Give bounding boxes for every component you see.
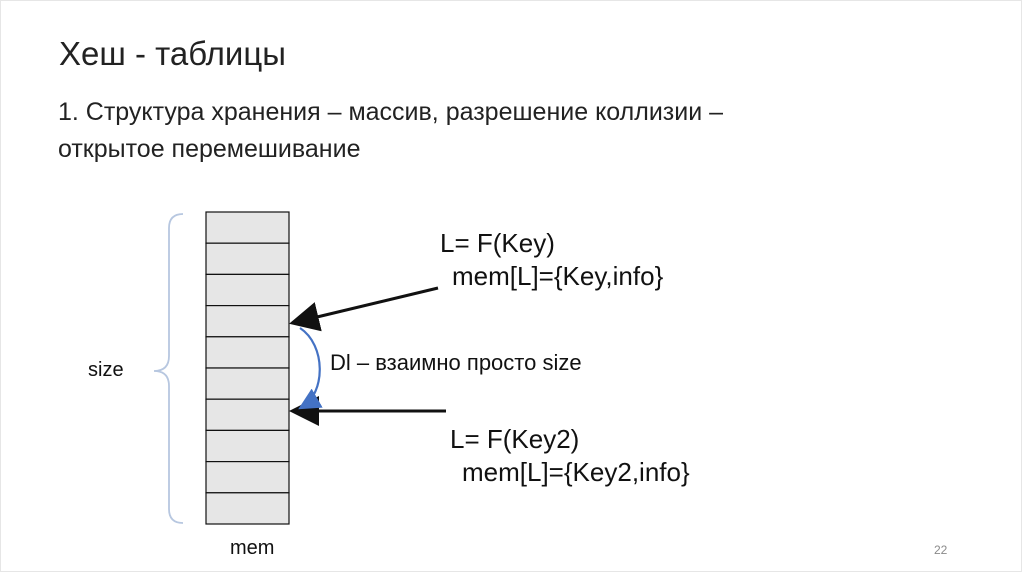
memory-cell-5	[206, 337, 289, 368]
key-arrow	[292, 288, 438, 323]
memory-cell-7	[206, 399, 289, 430]
memory-array	[206, 212, 289, 524]
first-memory-assignment: mem[L]={Key,info}	[452, 261, 664, 291]
memory-cell-2	[206, 243, 289, 274]
memory-cell-6	[206, 368, 289, 399]
memory-cell-1	[206, 212, 289, 243]
memory-cell-9	[206, 462, 289, 493]
first-key-formula	[440, 227, 663, 293]
size-label: size	[88, 359, 124, 381]
page-number: 22	[934, 543, 948, 557]
memory-cell-10	[206, 493, 289, 524]
step-coprime-label: Dl – взаимно просто size	[330, 350, 582, 375]
mem-label: mem	[230, 537, 275, 559]
first-index-formula: L= F(Key)	[440, 228, 555, 258]
memory-cell-8	[206, 430, 289, 461]
second-key-formula	[450, 423, 690, 489]
size-brace	[154, 214, 183, 523]
collision-step-curved-arrow	[300, 328, 320, 407]
memory-cell-4	[206, 306, 289, 337]
memory-cell-3	[206, 274, 289, 305]
subtitle-line-2: открытое перемешивание	[58, 135, 361, 163]
slide-title: Хеш - таблицы	[59, 35, 286, 72]
second-memory-assignment: mem[L]={Key2,info}	[462, 457, 690, 487]
subtitle-line-1: 1. Структура хранения – массив, разрешение коллизии –	[58, 98, 724, 126]
second-index-formula: L= F(Key2)	[450, 424, 580, 454]
